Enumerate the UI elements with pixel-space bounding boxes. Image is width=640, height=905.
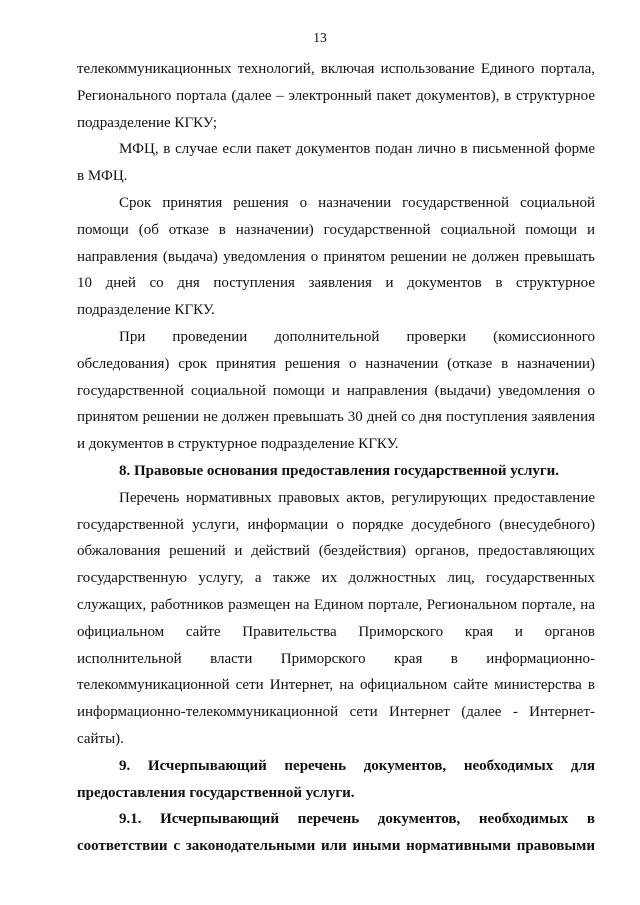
paragraph-electronic-package: телекоммуникационных технологий, включая использование Единого портала, Регионального портала (далее – электронный пакет документов), в структурное подразделение КГКУ; [77, 61, 595, 131]
section-heading-documents-list: 9. Исчерпывающий перечень документов, необходимых для предоставления государственной услуги. [77, 757, 595, 801]
page-number: 13 [313, 30, 327, 45]
paragraph-mfc: МФЦ, в случае если пакет документов подан лично в письменной форме в МФЦ. [77, 141, 595, 185]
paragraph-legal-acts-list: Перечень нормативных правовых актов, регулирующих предоставление государственной услуги, информации о порядке досудебного (внесудебного) обжалования решений и действий (бездействия) органов, предоставляющих государственную услугу, а также их должностных лиц, государственных служащих, работников размещен на Едином портале, Региональном портале, на официальном сайте Правительства Приморского края и органов исполнительной власти Приморского края в информационно-телекоммуникационной сети Интернет, на официальном сайте министерства в информационно-телекоммуникационной сети Интернет (далее - Интернет-сайты). [77, 489, 595, 747]
subsection-heading-required-documents: 9.1. Исчерпывающий перечень документов, необходимых в соответствии с законодательными или иными нормативными правовыми [77, 811, 595, 855]
document-body [77, 56, 595, 860]
paragraph-additional-check-deadline: При проведении дополнительной проверки (комиссионного обследования) срок принятия решения о назначении (отказе в назначении) государственной социальной помощи и направления (выдачи) уведомления о принятом решении не должен превышать 30 дней со дня поступления заявления и документов в структурное подразделение КГКУ. [77, 328, 595, 453]
section-heading-legal-grounds: 8. Правовые основания предоставления государственной услуги. [119, 462, 560, 479]
paragraph-decision-deadline: Срок принятия решения о назначении государственной социальной помощи (об отказе в назначении) государственной социальной помощи и направления (выдача) уведомления о принятом решении не должен превышать 10 дней со дня поступления заявления и документов в структурное подразделение КГКУ. [77, 194, 595, 319]
